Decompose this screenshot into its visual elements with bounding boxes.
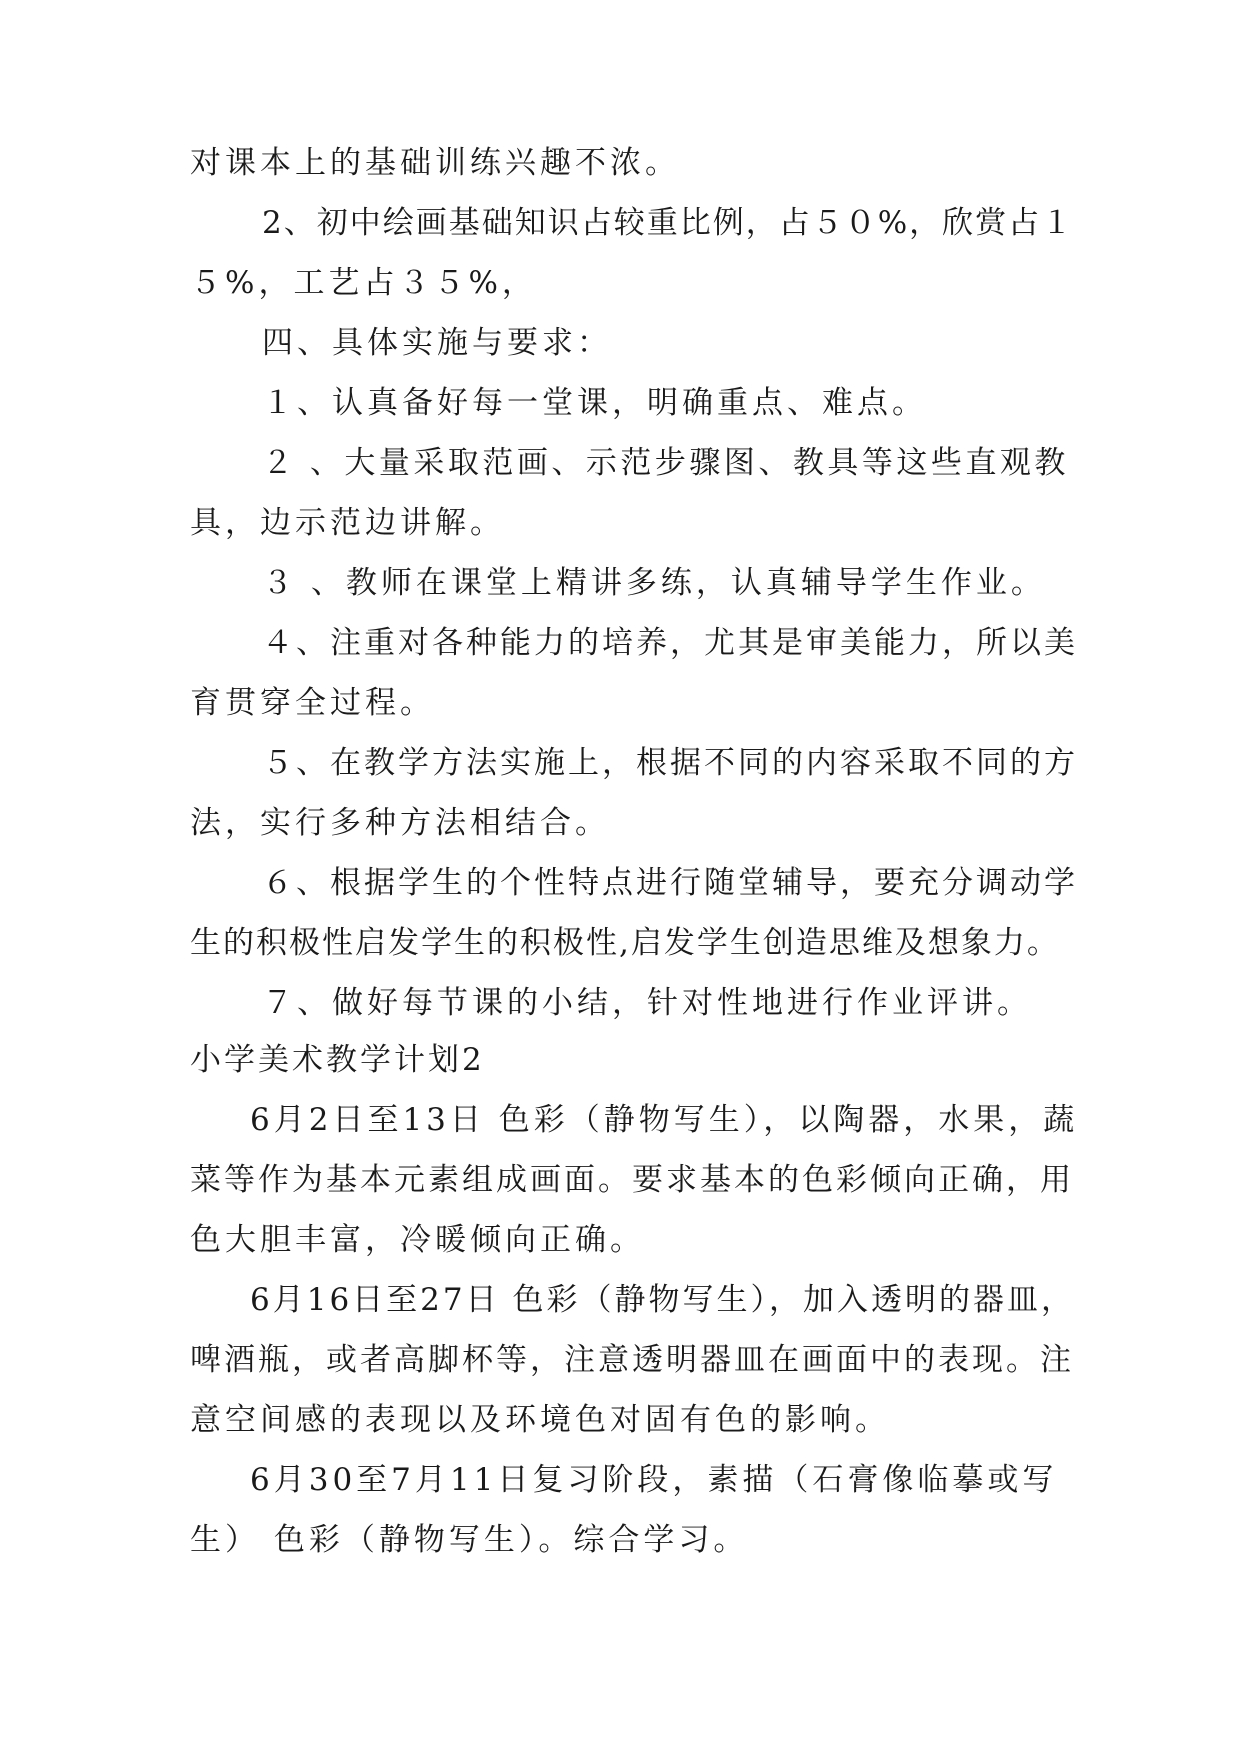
schedule-paragraph-line: 色大胆丰富，冷暖倾向正确。: [190, 1222, 645, 1258]
list-item-continuation: 生的积极性启发学生的积极性,启发学生创造思维及想象力。: [190, 925, 1060, 961]
section-heading: 四、具体实施与要求：: [262, 325, 612, 361]
list-item: ３ 、教师在课堂上精讲多练，认真辅导学生作业。: [262, 565, 1046, 601]
list-item: １、认真备好每一堂课，明确重点、难点。: [262, 385, 927, 421]
body-line: ５%，工艺占３５%，: [190, 265, 537, 301]
schedule-paragraph-line: 啤酒瓶，或者高脚杯等，注意透明器皿在画面中的表现。注: [190, 1342, 1074, 1378]
list-item: ２ 、大量采取范画、示范步骤图、教具等这些直观教: [262, 445, 1069, 481]
schedule-paragraph-line: 意空间感的表现以及环境色对固有色的影响。: [190, 1402, 890, 1438]
list-item: ６、根据学生的个性特点进行随堂辅导，要充分调动学: [262, 865, 1078, 901]
list-item-continuation: 具，边示范边讲解。: [190, 505, 505, 541]
list-item: ４、注重对各种能力的培养，尤其是审美能力，所以美: [262, 625, 1078, 661]
schedule-paragraph: 6月2日至13日 色彩（静物写生），以陶器，水果，蔬: [250, 1102, 1079, 1138]
list-item-continuation: 法，实行多种方法相结合。: [190, 805, 610, 841]
schedule-paragraph: 6月30至7月11日复习阶段，素描（石膏像临摹或写: [250, 1462, 1058, 1498]
schedule-paragraph-line: 菜等作为基本元素组成画面。要求基本的色彩倾向正确，用: [190, 1162, 1074, 1198]
schedule-paragraph: 6月16日至27日 色彩（静物写生），加入透明的器皿，: [250, 1282, 1075, 1318]
list-item: ５、在教学方法实施上，根据不同的内容采取不同的方: [262, 745, 1078, 781]
schedule-paragraph-line: 生） 色彩（静物写生）。综合学习。: [190, 1522, 749, 1558]
body-line: 对课本上的基础训练兴趣不浓。: [190, 145, 680, 181]
list-item-continuation: 育贯穿全过程。: [190, 685, 435, 721]
body-line: 2、初中绘画基础知识占较重比例，占５０%，欣赏占１: [262, 205, 1075, 241]
list-item: ７、做好每节课的小结，针对性地进行作业评讲。: [262, 985, 1032, 1021]
document-title: 小学美术教学计划2: [190, 1042, 485, 1078]
